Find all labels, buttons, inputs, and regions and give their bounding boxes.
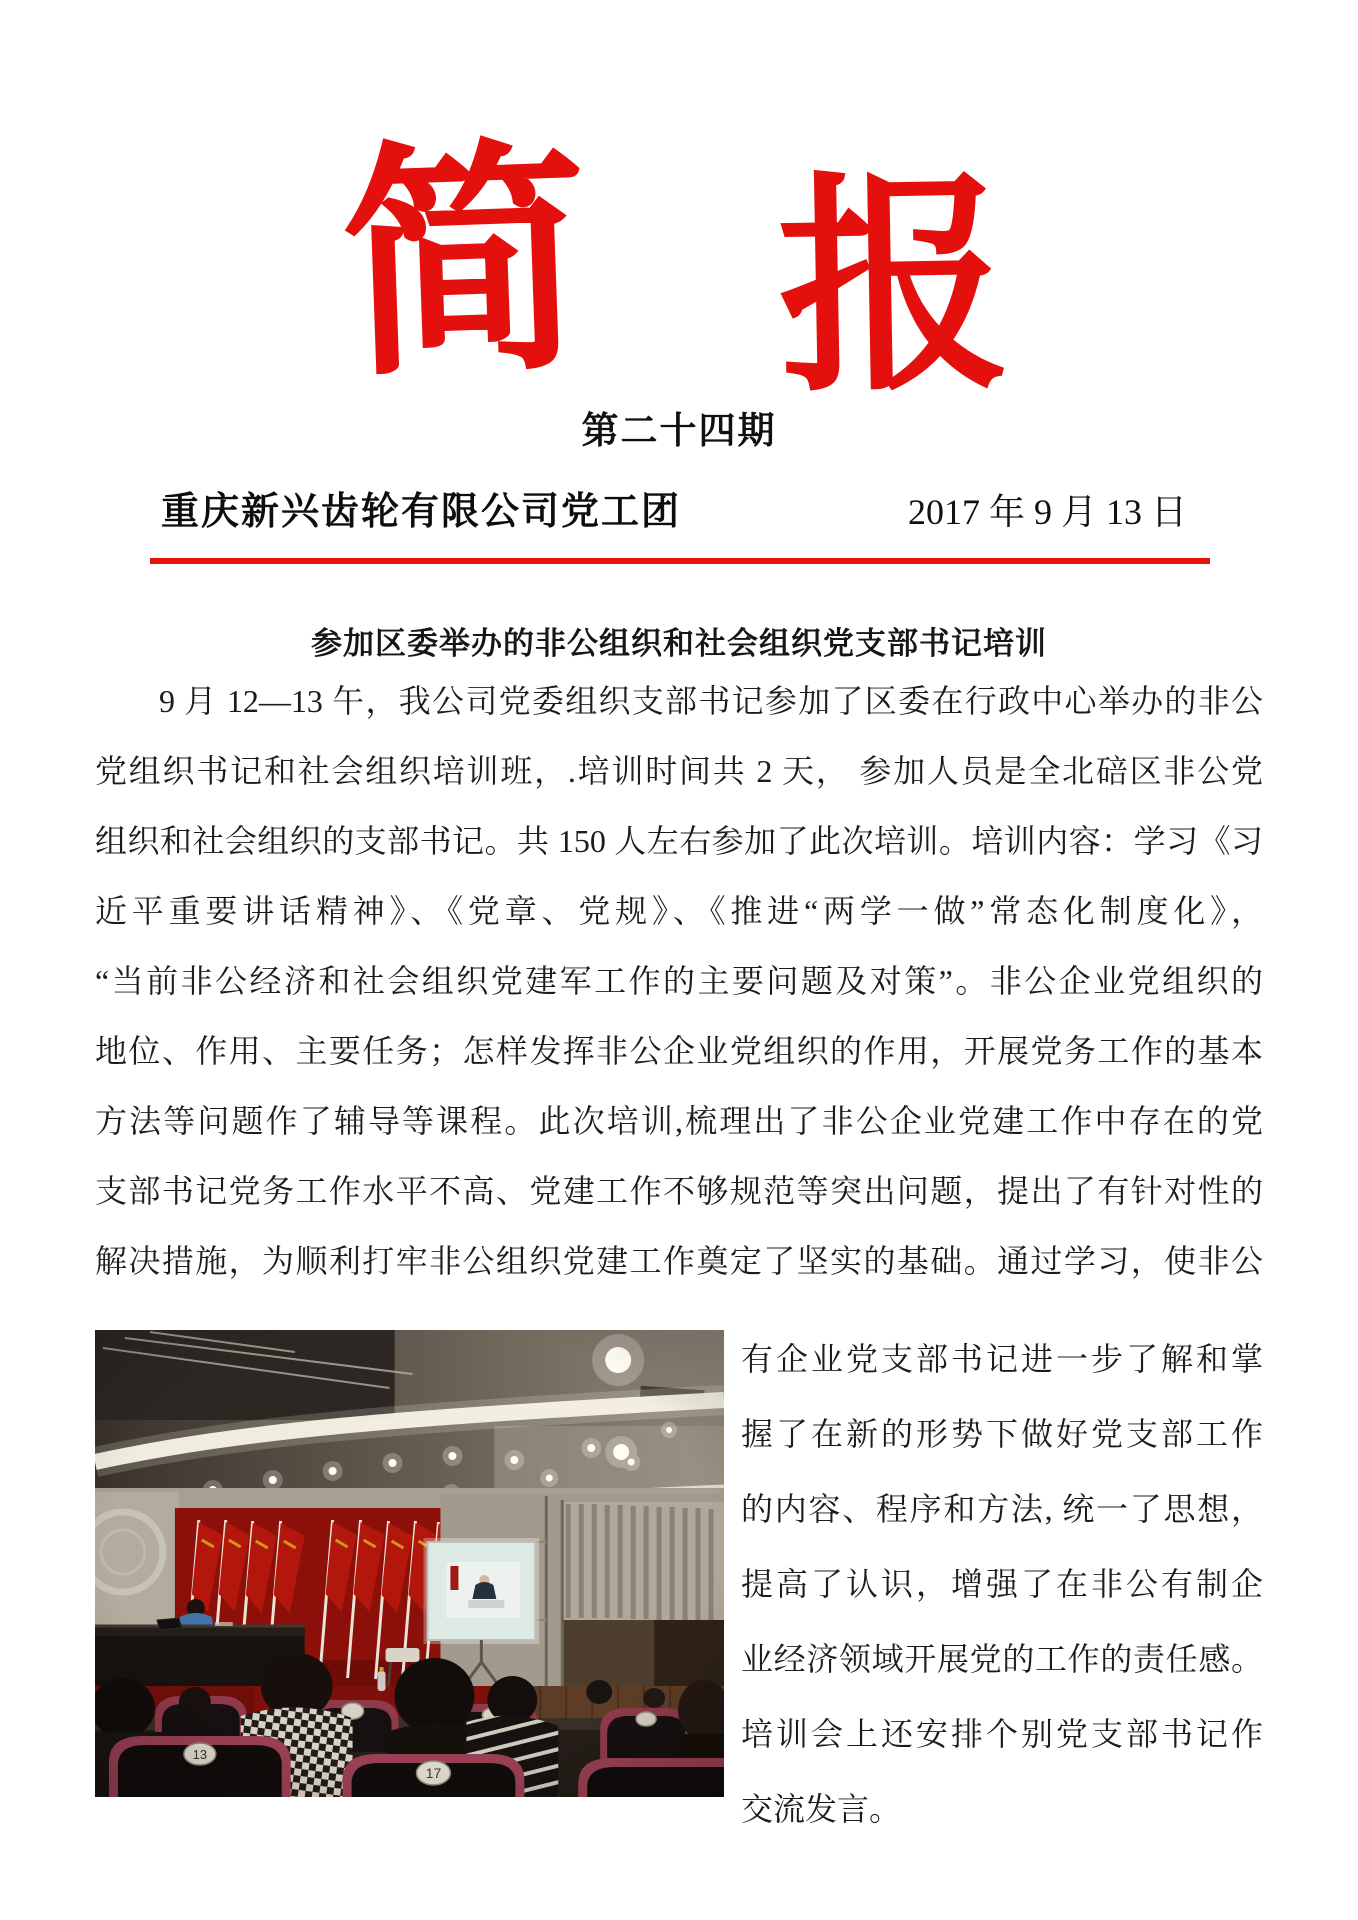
issue-number: 第二十四期 [581,410,777,451]
wrap-line: 培训会上还安排个别党支部书记作 [741,1716,1263,1752]
wrap-line: 业经济领域开展党的工作的责任感。 [741,1641,1263,1677]
issue-date: 2017 年 9 月 13 日 [907,492,1187,532]
training-photo [95,1330,724,1797]
body-line: 方法等问题作了辅导等课程。此次培训,梳理出了非公企业党建工作中存在的党 [95,1103,1263,1139]
article-body [95,666,1263,1296]
body-line: 组织和社会组织的支部书记。共 150 人左右参加了此次培训。培训内容：学习《习 [95,823,1263,859]
body-line: 9 月 12—13 午，我公司党委组织支部书记参加了区委在行政中心举办的非公 [159,683,1263,719]
publisher-name: 重庆新兴齿轮有限公司党工团 [161,491,682,533]
wrap-line: 提高了认识，增强了在非公有制企 [741,1566,1263,1602]
photo-and-text-section [95,1322,1263,1847]
masthead-char-jian: 简 [337,113,593,412]
masthead-char-bao: 报 [775,146,1013,425]
body-line: 近平重要讲话精神》、《党章、党规》、《推进“两学一做”常态化制度化》， [95,893,1263,929]
body-line: 支部书记党务工作水平不高、党建工作不够规范等突出问题，提出了有针对性的 [95,1173,1263,1209]
red-divider [150,558,1210,564]
wrap-line: 有企业党支部书记进一步了解和掌 [741,1341,1263,1377]
body-line: 解决措施，为顺利打牢非公组织党建工作奠定了坚实的基础。通过学习，使非公 [95,1243,1263,1279]
header-row [95,480,1263,535]
training-photo-graphic [95,1330,724,1797]
wrap-line: 的内容、程序和方法, 统一了思想， [741,1491,1263,1527]
article-title: 参加区委举办的非公组织和社会组织党支部书记培训 [311,626,1047,661]
body-line: 地位、作用、主要任务；怎样发挥非公企业党组织的作用，开展党务工作的基本 [95,1033,1263,1069]
body-line: 党组织书记和社会组织培训班，.培训时间共 2 天， 参加人员是全北碚区非公党 [95,753,1263,789]
wrap-line: 握了在新的形势下做好党支部工作 [741,1416,1263,1452]
body-line: “当前非公经济和社会组织党建军工作的主要问题及对策”。非公企业党组织的 [95,963,1263,999]
wrap-line: 交流发言。 [741,1791,902,1827]
